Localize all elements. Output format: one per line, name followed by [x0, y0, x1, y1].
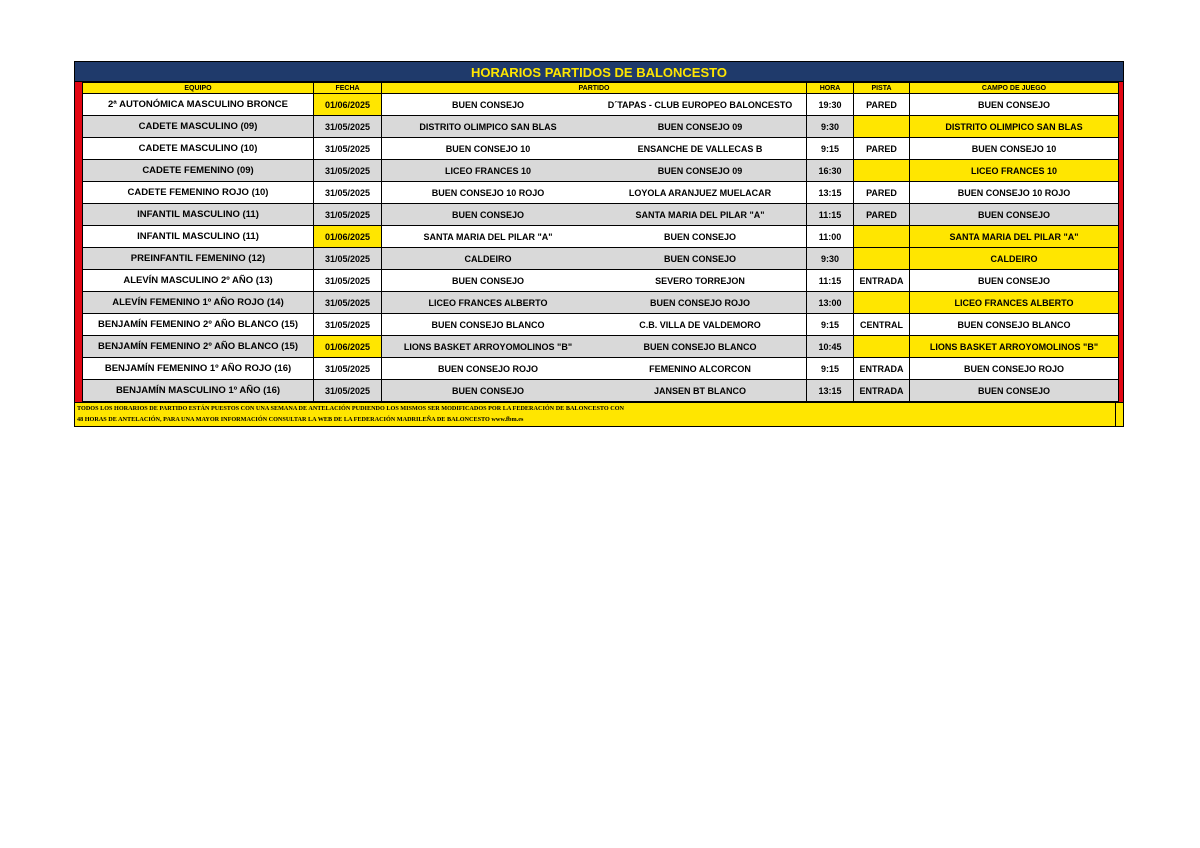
cell-partido: [382, 336, 807, 358]
cell-partido: [382, 270, 807, 292]
cell-hora: 9:15: [807, 138, 854, 160]
cell-local-team: BUEN CONSEJO ROJO: [437, 363, 539, 374]
cell-visiting-team: D´TAPAS - CLUB EUROPEO BALONCESTO: [607, 99, 793, 110]
cell-equipo: PREINFANTIL FEMENINO (12): [83, 248, 314, 270]
schedule-sheet: [74, 61, 1124, 427]
cell-campo: LIONS BASKET ARROYOMOLINOS "B": [910, 336, 1119, 358]
cell-pista: [854, 160, 910, 182]
table-row: [83, 270, 1119, 292]
cell-visiting-team: LOYOLA ARANJUEZ MUELACAR: [628, 187, 772, 198]
cell-fecha: 01/06/2025: [314, 336, 382, 358]
cell-equipo: INFANTIL MASCULINO (11): [83, 204, 314, 226]
cell-local-team: DISTRITO OLIMPICO SAN BLAS: [419, 121, 557, 132]
cell-visiting-team: C.B. VILLA DE VALDEMORO: [639, 319, 761, 330]
cell-equipo: BENJAMÍN FEMENINO 2º AÑO BLANCO (15): [83, 314, 314, 336]
header-pista: PISTA: [854, 83, 910, 94]
cell-fecha: 31/05/2025: [314, 204, 382, 226]
cell-local-team: BUEN CONSEJO: [451, 99, 524, 110]
cell-fecha: 31/05/2025: [314, 116, 382, 138]
cell-visiting-team: BUEN CONSEJO BLANCO: [643, 341, 757, 352]
cell-hora: 11:15: [807, 270, 854, 292]
cell-campo: SANTA MARIA DEL PILAR "A": [910, 226, 1119, 248]
cell-hora: 9:15: [807, 358, 854, 380]
cell-local-team: BUEN CONSEJO 10 ROJO: [431, 187, 545, 198]
table-row: [83, 226, 1119, 248]
cell-partido: [382, 160, 807, 182]
footer-line-1: TODOS LOS HORARIOS DE PARTIDO ESTÁN PUESTOS CON UNA SEMANA DE ANTELACIÓN PUDIENDO LOS MISMOS SER MODIFICADOS POR LA FEDERACIÓN DE BALONCESTO CON: [77, 405, 625, 412]
cell-fecha: 01/06/2025: [314, 94, 382, 116]
cell-fecha: 31/05/2025: [314, 138, 382, 160]
cell-campo: BUEN CONSEJO: [910, 94, 1119, 116]
cell-equipo: BENJAMÍN MASCULINO 1º AÑO (16): [83, 380, 314, 402]
header-partido: PARTIDO: [382, 83, 807, 94]
cell-pista: [854, 248, 910, 270]
cell-visiting-team: BUEN CONSEJO: [663, 231, 736, 242]
cell-partido: [382, 358, 807, 380]
cell-campo: DISTRITO OLIMPICO SAN BLAS: [910, 116, 1119, 138]
schedule-table: [82, 82, 1119, 402]
table-row: [83, 380, 1119, 402]
cell-campo: CALDEIRO: [910, 248, 1119, 270]
footer-note: [74, 403, 1124, 427]
cell-equipo: ALEVÍN FEMENINO 1º AÑO ROJO (14): [83, 292, 314, 314]
cell-visiting-team: SANTA MARIA DEL PILAR "A": [635, 209, 765, 220]
table-row: [83, 204, 1119, 226]
cell-visiting-team: SEVERO TORREJON: [655, 275, 745, 286]
header-campo: CAMPO DE JUEGO: [910, 83, 1119, 94]
cell-campo: BUEN CONSEJO: [910, 204, 1119, 226]
cell-campo: BUEN CONSEJO BLANCO: [910, 314, 1119, 336]
cell-partido: [382, 248, 807, 270]
cell-partido: [382, 380, 807, 402]
cell-pista: CENTRAL: [854, 314, 910, 336]
cell-fecha: 31/05/2025: [314, 292, 382, 314]
cell-equipo: BENJAMÍN FEMENINO 2º AÑO BLANCO (15): [83, 336, 314, 358]
cell-campo: LICEO FRANCES 10: [910, 160, 1119, 182]
cell-pista: [854, 292, 910, 314]
cell-partido: [382, 314, 807, 336]
cell-campo: BUEN CONSEJO ROJO: [910, 358, 1119, 380]
cell-local-team: LICEO FRANCES 10: [444, 165, 531, 176]
cell-local-team: LICEO FRANCES ALBERTO: [428, 297, 548, 308]
cell-visiting-team: BUEN CONSEJO 09: [657, 165, 743, 176]
cell-pista: ENTRADA: [854, 358, 910, 380]
cell-hora: 19:30: [807, 94, 854, 116]
cell-hora: 9:30: [807, 116, 854, 138]
header-equipo: EQUIPO: [83, 83, 314, 94]
cell-fecha: 31/05/2025: [314, 358, 382, 380]
cell-hora: 9:15: [807, 314, 854, 336]
cell-pista: [854, 116, 910, 138]
table-row: [83, 116, 1119, 138]
table-row: [83, 182, 1119, 204]
cell-local-team: CALDEIRO: [464, 253, 512, 264]
table-row: [83, 94, 1119, 116]
table-row: [83, 314, 1119, 336]
cell-visiting-team: FEMENINO ALCORCON: [649, 363, 751, 374]
cell-campo: LICEO FRANCES ALBERTO: [910, 292, 1119, 314]
cell-local-team: BUEN CONSEJO 10: [445, 143, 531, 154]
cell-equipo: CADETE MASCULINO (09): [83, 116, 314, 138]
cell-local-team: BUEN CONSEJO: [451, 209, 524, 220]
cell-equipo: 2ª AUTONÓMICA MASCULINO BRONCE: [83, 94, 314, 116]
cell-hora: 11:15: [807, 204, 854, 226]
table-row: [83, 248, 1119, 270]
cell-fecha: 31/05/2025: [314, 182, 382, 204]
table-row: [83, 292, 1119, 314]
cell-pista: [854, 336, 910, 358]
sheet-title: HORARIOS PARTIDOS DE BALONCESTO: [74, 61, 1124, 82]
cell-fecha: 31/05/2025: [314, 270, 382, 292]
cell-pista: PARED: [854, 182, 910, 204]
cell-hora: 13:15: [807, 182, 854, 204]
cell-visiting-team: BUEN CONSEJO 09: [657, 121, 743, 132]
cell-equipo: CADETE FEMENINO (09): [83, 160, 314, 182]
table-row: [83, 336, 1119, 358]
cell-hora: 16:30: [807, 160, 854, 182]
cell-local-team: BUEN CONSEJO: [451, 385, 524, 396]
cell-local-team: LIONS BASKET ARROYOMOLINOS "B": [403, 341, 573, 352]
cell-equipo: ALEVÍN MASCULINO 2º AÑO (13): [83, 270, 314, 292]
header-row: [83, 83, 1119, 94]
cell-fecha: 01/06/2025: [314, 226, 382, 248]
cell-campo: BUEN CONSEJO 10: [910, 138, 1119, 160]
cell-visiting-team: BUEN CONSEJO ROJO: [649, 297, 751, 308]
table-row: [83, 358, 1119, 380]
cell-partido: [382, 226, 807, 248]
cell-equipo: CADETE FEMENINO ROJO (10): [83, 182, 314, 204]
cell-equipo: CADETE MASCULINO (10): [83, 138, 314, 160]
table-frame: [74, 82, 1124, 403]
cell-hora: 13:15: [807, 380, 854, 402]
cell-pista: PARED: [854, 138, 910, 160]
cell-fecha: 31/05/2025: [314, 160, 382, 182]
cell-partido: [382, 182, 807, 204]
table-row: [83, 160, 1119, 182]
cell-campo: BUEN CONSEJO 10 ROJO: [910, 182, 1119, 204]
cell-hora: 13:00: [807, 292, 854, 314]
cell-campo: BUEN CONSEJO: [910, 270, 1119, 292]
cell-pista: [854, 226, 910, 248]
cell-pista: PARED: [854, 204, 910, 226]
footer-line-2: 48 HORAS DE ANTELACIÓN, PARA UNA MAYOR INFORMACIÓN CONSULTAR LA WEB DE LA FEDERACIÓN MADRILEÑA DE BALONCESTO www.fbm.es: [77, 416, 524, 423]
cell-fecha: 31/05/2025: [314, 314, 382, 336]
cell-visiting-team: BUEN CONSEJO: [663, 253, 736, 264]
cell-local-team: BUEN CONSEJO BLANCO: [431, 319, 545, 330]
cell-partido: [382, 94, 807, 116]
cell-pista: PARED: [854, 94, 910, 116]
cell-hora: 10:45: [807, 336, 854, 358]
cell-partido: [382, 292, 807, 314]
cell-fecha: 31/05/2025: [314, 248, 382, 270]
cell-equipo: INFANTIL MASCULINO (11): [83, 226, 314, 248]
cell-local-team: SANTA MARIA DEL PILAR "A": [423, 231, 553, 242]
cell-campo: BUEN CONSEJO: [910, 380, 1119, 402]
cell-equipo: BENJAMÍN FEMENINO 1º AÑO ROJO (16): [83, 358, 314, 380]
cell-visiting-team: ENSANCHE DE VALLECAS B: [637, 143, 763, 154]
header-hora: HORA: [807, 83, 854, 94]
cell-partido: [382, 138, 807, 160]
cell-hora: 9:30: [807, 248, 854, 270]
cell-fecha: 31/05/2025: [314, 380, 382, 402]
cell-hora: 11:00: [807, 226, 854, 248]
header-fecha: FECHA: [314, 83, 382, 94]
cell-visiting-team: JANSEN BT BLANCO: [653, 385, 746, 396]
cell-pista: ENTRADA: [854, 380, 910, 402]
table-row: [83, 138, 1119, 160]
cell-local-team: BUEN CONSEJO: [451, 275, 524, 286]
cell-partido: [382, 204, 807, 226]
cell-partido: [382, 116, 807, 138]
cell-pista: ENTRADA: [854, 270, 910, 292]
footer-edge: [1115, 403, 1123, 426]
